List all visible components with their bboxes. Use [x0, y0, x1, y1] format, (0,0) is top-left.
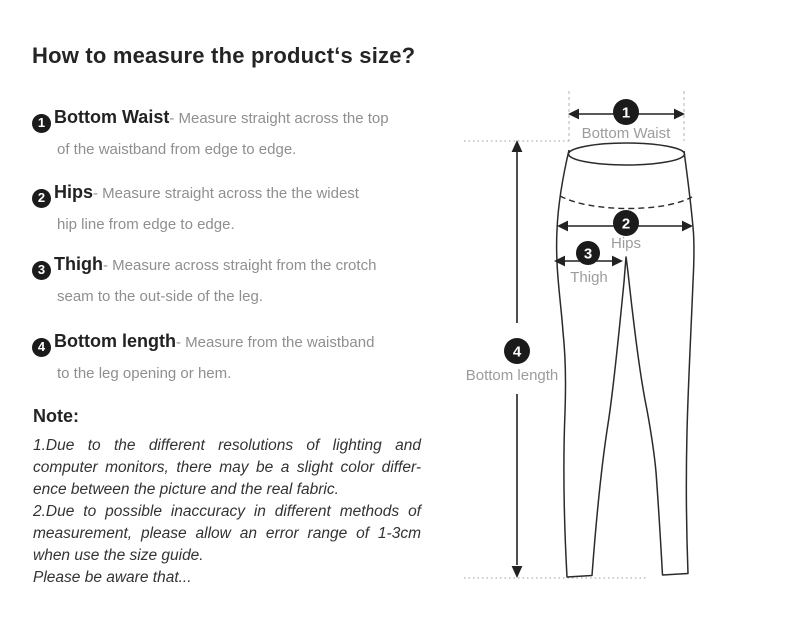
- note-line: Please be aware that...: [33, 569, 192, 586]
- measure-item-thigh: [32, 252, 477, 309]
- item-description-continued: hip line from edge to edge.: [57, 215, 235, 233]
- item-number-badge: 2: [32, 189, 51, 208]
- item-number-badge: 3: [32, 261, 51, 280]
- item-description: - Measure straight across the the widest: [93, 185, 359, 202]
- note-line: 2.Due to possible inaccuracy in different methods of: [33, 503, 421, 520]
- waist-label: Bottom Waist: [581, 125, 671, 142]
- item-description: - Measure straight across the top: [169, 110, 389, 127]
- item-number-badge: 4: [32, 338, 51, 357]
- item-description-continued: of the waistband from edge to edge.: [57, 140, 297, 158]
- note-line: computer monitors, there may be a slight color differ-: [33, 459, 421, 476]
- note-line: 1.Due to the different resolutions of lighting and: [33, 437, 421, 454]
- horizontal-guide-lines: [464, 141, 646, 578]
- measure-item-bottom-waist: [32, 105, 477, 162]
- item-label: Hips: [54, 182, 94, 202]
- hips-badge-number: 2: [621, 215, 631, 233]
- hip-seam-dashed: [560, 196, 692, 209]
- diagram-labels: [466, 125, 671, 384]
- length-label: Bottom length: [465, 367, 559, 384]
- waist-badge-number: 1: [621, 104, 631, 122]
- item-line1: [32, 105, 477, 133]
- item-description: - Measure across straight from the crotch: [102, 257, 377, 274]
- item-line1: [32, 252, 477, 280]
- item-number-badge: 1: [32, 114, 51, 133]
- page-title: How to measure the product‘s size?: [32, 43, 416, 68]
- length-badge-number: 4: [512, 343, 522, 361]
- note-line: ence between the picture and the real fabric.: [33, 481, 339, 498]
- item-label: Bottom length: [54, 331, 176, 351]
- hips-label: Hips: [610, 235, 642, 252]
- thigh-badge-number: 3: [583, 245, 593, 263]
- item-line1: [32, 180, 477, 208]
- item-line1: [32, 329, 477, 357]
- waistband-opening: [569, 143, 685, 165]
- note-body: [33, 435, 421, 589]
- measure-item-bottom-length: [32, 329, 477, 386]
- note-heading: Note:: [33, 406, 79, 426]
- item-description-continued: to the leg opening or hem.: [57, 364, 232, 382]
- note-line: measurement, please allow an error range of 1-3cm: [33, 525, 421, 542]
- item-label: Thigh: [54, 254, 103, 274]
- measure-item-hips: [32, 180, 477, 237]
- note-line: when use the size guide.: [33, 547, 204, 564]
- measurement-arrows: [512, 109, 693, 578]
- leggings-measurement-diagram: [450, 80, 740, 600]
- item-description: - Measure from the waistband: [175, 334, 375, 351]
- item-description-continued: seam to the out-side of the leg.: [57, 287, 263, 305]
- leggings-outline: [557, 143, 694, 577]
- thigh-label: Thigh: [570, 269, 608, 286]
- item-label: Bottom Waist: [54, 107, 170, 127]
